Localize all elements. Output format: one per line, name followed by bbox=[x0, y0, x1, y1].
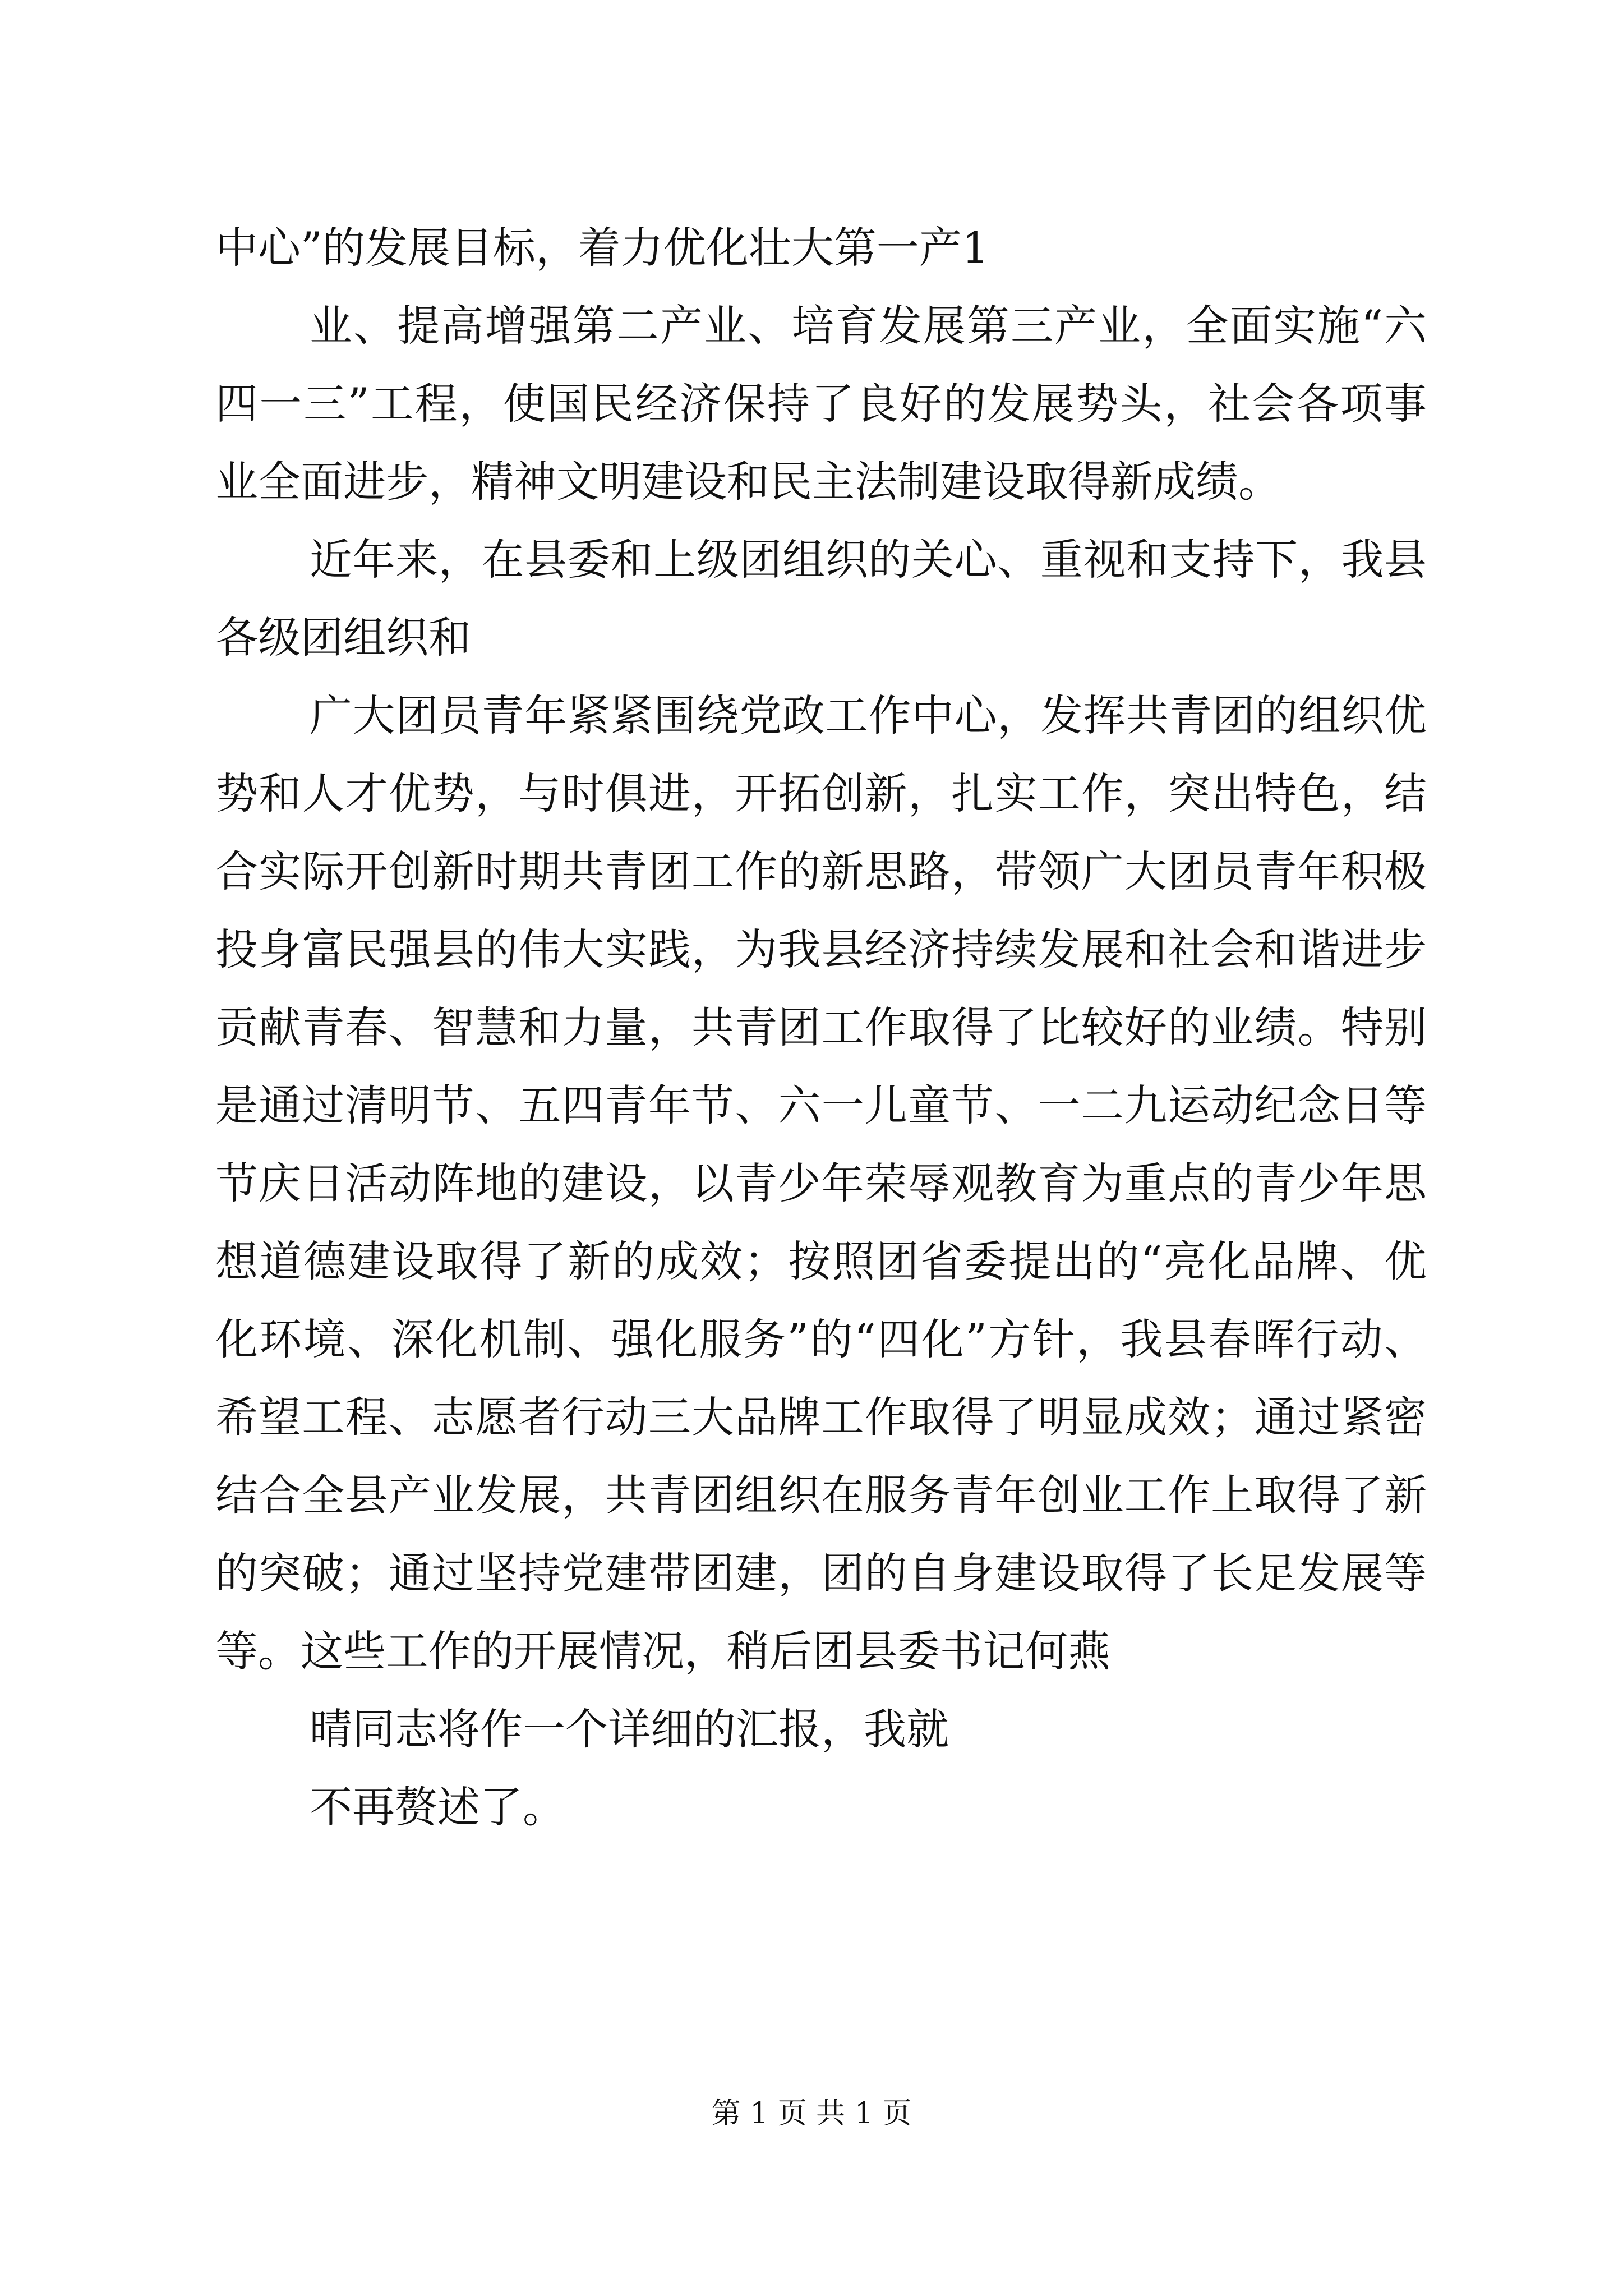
text-line: 投身富民强县的伟大实践，为我县经济持续发展和社会和谐进步 bbox=[215, 924, 1427, 974]
text-line: 广大团员青年紧紧围绕党政工作中心，发挥共青团的组织优 bbox=[310, 691, 1427, 740]
page-number: 第 1 页 共 1 页 bbox=[711, 2097, 912, 2131]
text-line: 是通过清明节、五四青年节、六一儿童节、一二九运动纪念日等 bbox=[215, 1080, 1427, 1130]
text-line: 节庆日活动阵地的建设，以青少年荣辱观教育为重点的青少年思 bbox=[215, 1158, 1427, 1208]
text-line: 近年来，在县委和上级团组织的关心、重视和支持下，我县 bbox=[310, 535, 1427, 585]
text-line: 各级团组织和 bbox=[215, 613, 471, 662]
text-line: 中心”的发展目标，着力优化壮大第一产1 bbox=[215, 223, 989, 273]
text-line: 势和人才优势，与时俱进，开拓创新，扎实工作，突出特色，结 bbox=[215, 769, 1427, 818]
text-line: 等。这些工作的开展情况，稍后团县委书记何燕 bbox=[215, 1626, 1110, 1676]
text-line: 四一三”工程，使国民经济保持了良好的发展势头，社会各项事 bbox=[215, 379, 1427, 429]
text-line: 晴同志将作一个详细的汇报，我就 bbox=[310, 1704, 949, 1754]
text-line: 结合全县产业发展，共青团组织在服务青年创业工作上取得了新 bbox=[215, 1470, 1427, 1520]
text-line: 不再赘述了。 bbox=[310, 1782, 565, 1832]
text-line: 化环境、深化机制、强化服务”的“四化”方针，我县春晖行动、 bbox=[215, 1314, 1427, 1364]
text-line: 业、提高增强第二产业、培育发展第三产业，全面实施“六 bbox=[310, 301, 1427, 351]
document-body bbox=[215, 209, 1427, 1846]
text-line: 希望工程、志愿者行动三大品牌工作取得了明显成效；通过紧密 bbox=[215, 1392, 1427, 1442]
text-line: 的突破；通过坚持党建带团建，团的自身建设取得了长足发展等 bbox=[215, 1548, 1427, 1598]
text-line: 业全面进步，精神文明建设和民主法制建设取得新成绩。 bbox=[215, 457, 1281, 507]
text-line: 贡献青春、智慧和力量，共青团工作取得了比较好的业绩。特别 bbox=[215, 1002, 1427, 1052]
text-line: 合实际开创新时期共青团工作的新思路，带领广大团员青年积极 bbox=[215, 846, 1427, 896]
text-line: 想道德建设取得了新的成效；按照团省委提出的“亮化品牌、优 bbox=[215, 1236, 1427, 1286]
